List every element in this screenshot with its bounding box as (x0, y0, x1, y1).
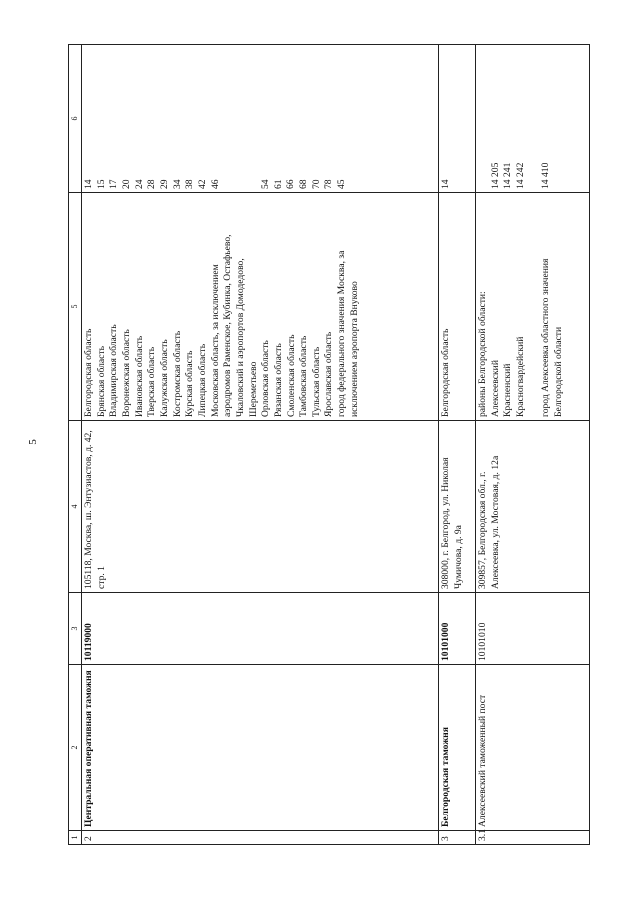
list-line: районы Белгородской области: (477, 291, 488, 417)
list-line: Калужская область (158, 339, 170, 417)
row-number: 2 (82, 831, 439, 845)
list-line: Тамбовская область (298, 335, 310, 417)
customs-name: Белгородская таможня (439, 665, 476, 831)
region-list (82, 193, 439, 421)
list-line (222, 48, 235, 189)
list-line: Смоленская область (285, 334, 297, 417)
list-line: Воронежская область (120, 329, 132, 417)
column-number: 5 (69, 193, 82, 421)
row-number: 3.1 (476, 831, 590, 845)
okato-list (82, 45, 439, 193)
okato-list (476, 45, 590, 193)
list-line: 14 (440, 179, 451, 189)
list-line: 24 (133, 179, 145, 189)
rotated-sheet (68, 45, 590, 845)
list-line: город Алексеевка областного значения (540, 258, 552, 417)
list-line: 61 (272, 179, 284, 189)
list-line: исключением аэропорта Внуково (348, 281, 360, 417)
list-line: 28 (146, 179, 158, 189)
column-number: 3 (69, 593, 82, 665)
list-line (349, 48, 362, 189)
customs-table-wrapper (68, 45, 590, 845)
list-line: 14 (83, 179, 94, 189)
table-row (439, 45, 476, 845)
list-line (528, 196, 541, 417)
list-line: 20 (120, 179, 132, 189)
list-line: город федерального значения Москва, за (336, 250, 348, 417)
list-line: Тульская область (310, 346, 322, 417)
list-line: 14 241 (502, 162, 514, 189)
column-number-row (69, 45, 82, 845)
list-line: Рязанская область (272, 343, 284, 417)
list-line (528, 48, 541, 189)
list-line: 42 (196, 179, 208, 189)
okato-list (439, 45, 476, 193)
list-line: Шереметьево (247, 361, 259, 417)
customs-name: Алексеевский таможенный пост (476, 665, 590, 831)
table-row (82, 45, 439, 845)
list-line: Белгородская область (440, 328, 451, 417)
customs-code: 10101000 (439, 593, 476, 665)
list-line: 70 (310, 179, 322, 189)
customs-address: 105118, Москва, ш. Энтузиастов, д. 42, стр. 1 (82, 421, 439, 593)
list-line: Московская область, за исключением (209, 264, 221, 417)
list-line: Алексеевский (489, 360, 501, 417)
list-line: 15 (95, 179, 107, 189)
region-list (476, 193, 590, 421)
list-line: 68 (297, 179, 309, 189)
list-line (477, 48, 490, 189)
list-line: 14 410 (540, 162, 552, 189)
column-number: 6 (69, 45, 82, 193)
list-line (235, 48, 248, 189)
list-line: Костромская область (171, 330, 183, 417)
column-number: 4 (69, 421, 82, 593)
list-line: Ярославская область (323, 331, 335, 417)
list-line: Красногвардейский (514, 336, 526, 417)
customs-address: 309857, Белгородская обл., г. Алексеевка, ул. Мостовая, д. 12а (476, 421, 590, 593)
region-list (439, 193, 476, 421)
list-line: 34 (171, 179, 183, 189)
table-row (476, 45, 590, 845)
list-line: 66 (285, 179, 297, 189)
list-line: 45 (335, 179, 347, 189)
list-line: Тверская область (146, 346, 158, 417)
list-line: 17 (108, 179, 120, 189)
list-line: 14 242 (514, 162, 526, 189)
customs-code: 10101010 (476, 593, 590, 665)
list-line: 78 (323, 179, 335, 189)
column-number: 1 (69, 831, 82, 845)
page-number: 5 (26, 439, 39, 445)
row-number: 3 (439, 831, 476, 845)
list-line: Липецкая область (196, 343, 208, 417)
customs-name: Центральная оперативная таможня (82, 665, 439, 831)
customs-offices-table (68, 44, 590, 845)
list-line: Красненский (502, 363, 514, 417)
list-line: Чкаловский и аэропортов Домодедово, (234, 258, 246, 417)
customs-code: 10119000 (82, 593, 439, 665)
customs-address: 308000, г. Белгород, ул. Николая Чумичова, д. 9а (439, 421, 476, 593)
list-line: Брянская область (95, 345, 107, 417)
list-line: Владимирская область (108, 324, 120, 417)
list-line: 29 (158, 179, 170, 189)
list-line: 38 (184, 179, 196, 189)
list-line (247, 48, 260, 189)
list-line: Орловская область (260, 340, 272, 417)
list-line: 54 (260, 179, 271, 189)
list-line: Белгородская область (83, 328, 94, 417)
list-line: 14 205 (489, 162, 501, 189)
list-line: 46 (209, 179, 221, 189)
list-line: Белгородской области (552, 326, 564, 417)
list-line: Курская область (184, 350, 196, 417)
list-line: Ивановская область (133, 335, 145, 417)
list-line: аэродромов Раменское, Кубинка, Остафьево, (222, 234, 234, 417)
column-number: 2 (69, 665, 82, 831)
list-line (553, 48, 566, 189)
